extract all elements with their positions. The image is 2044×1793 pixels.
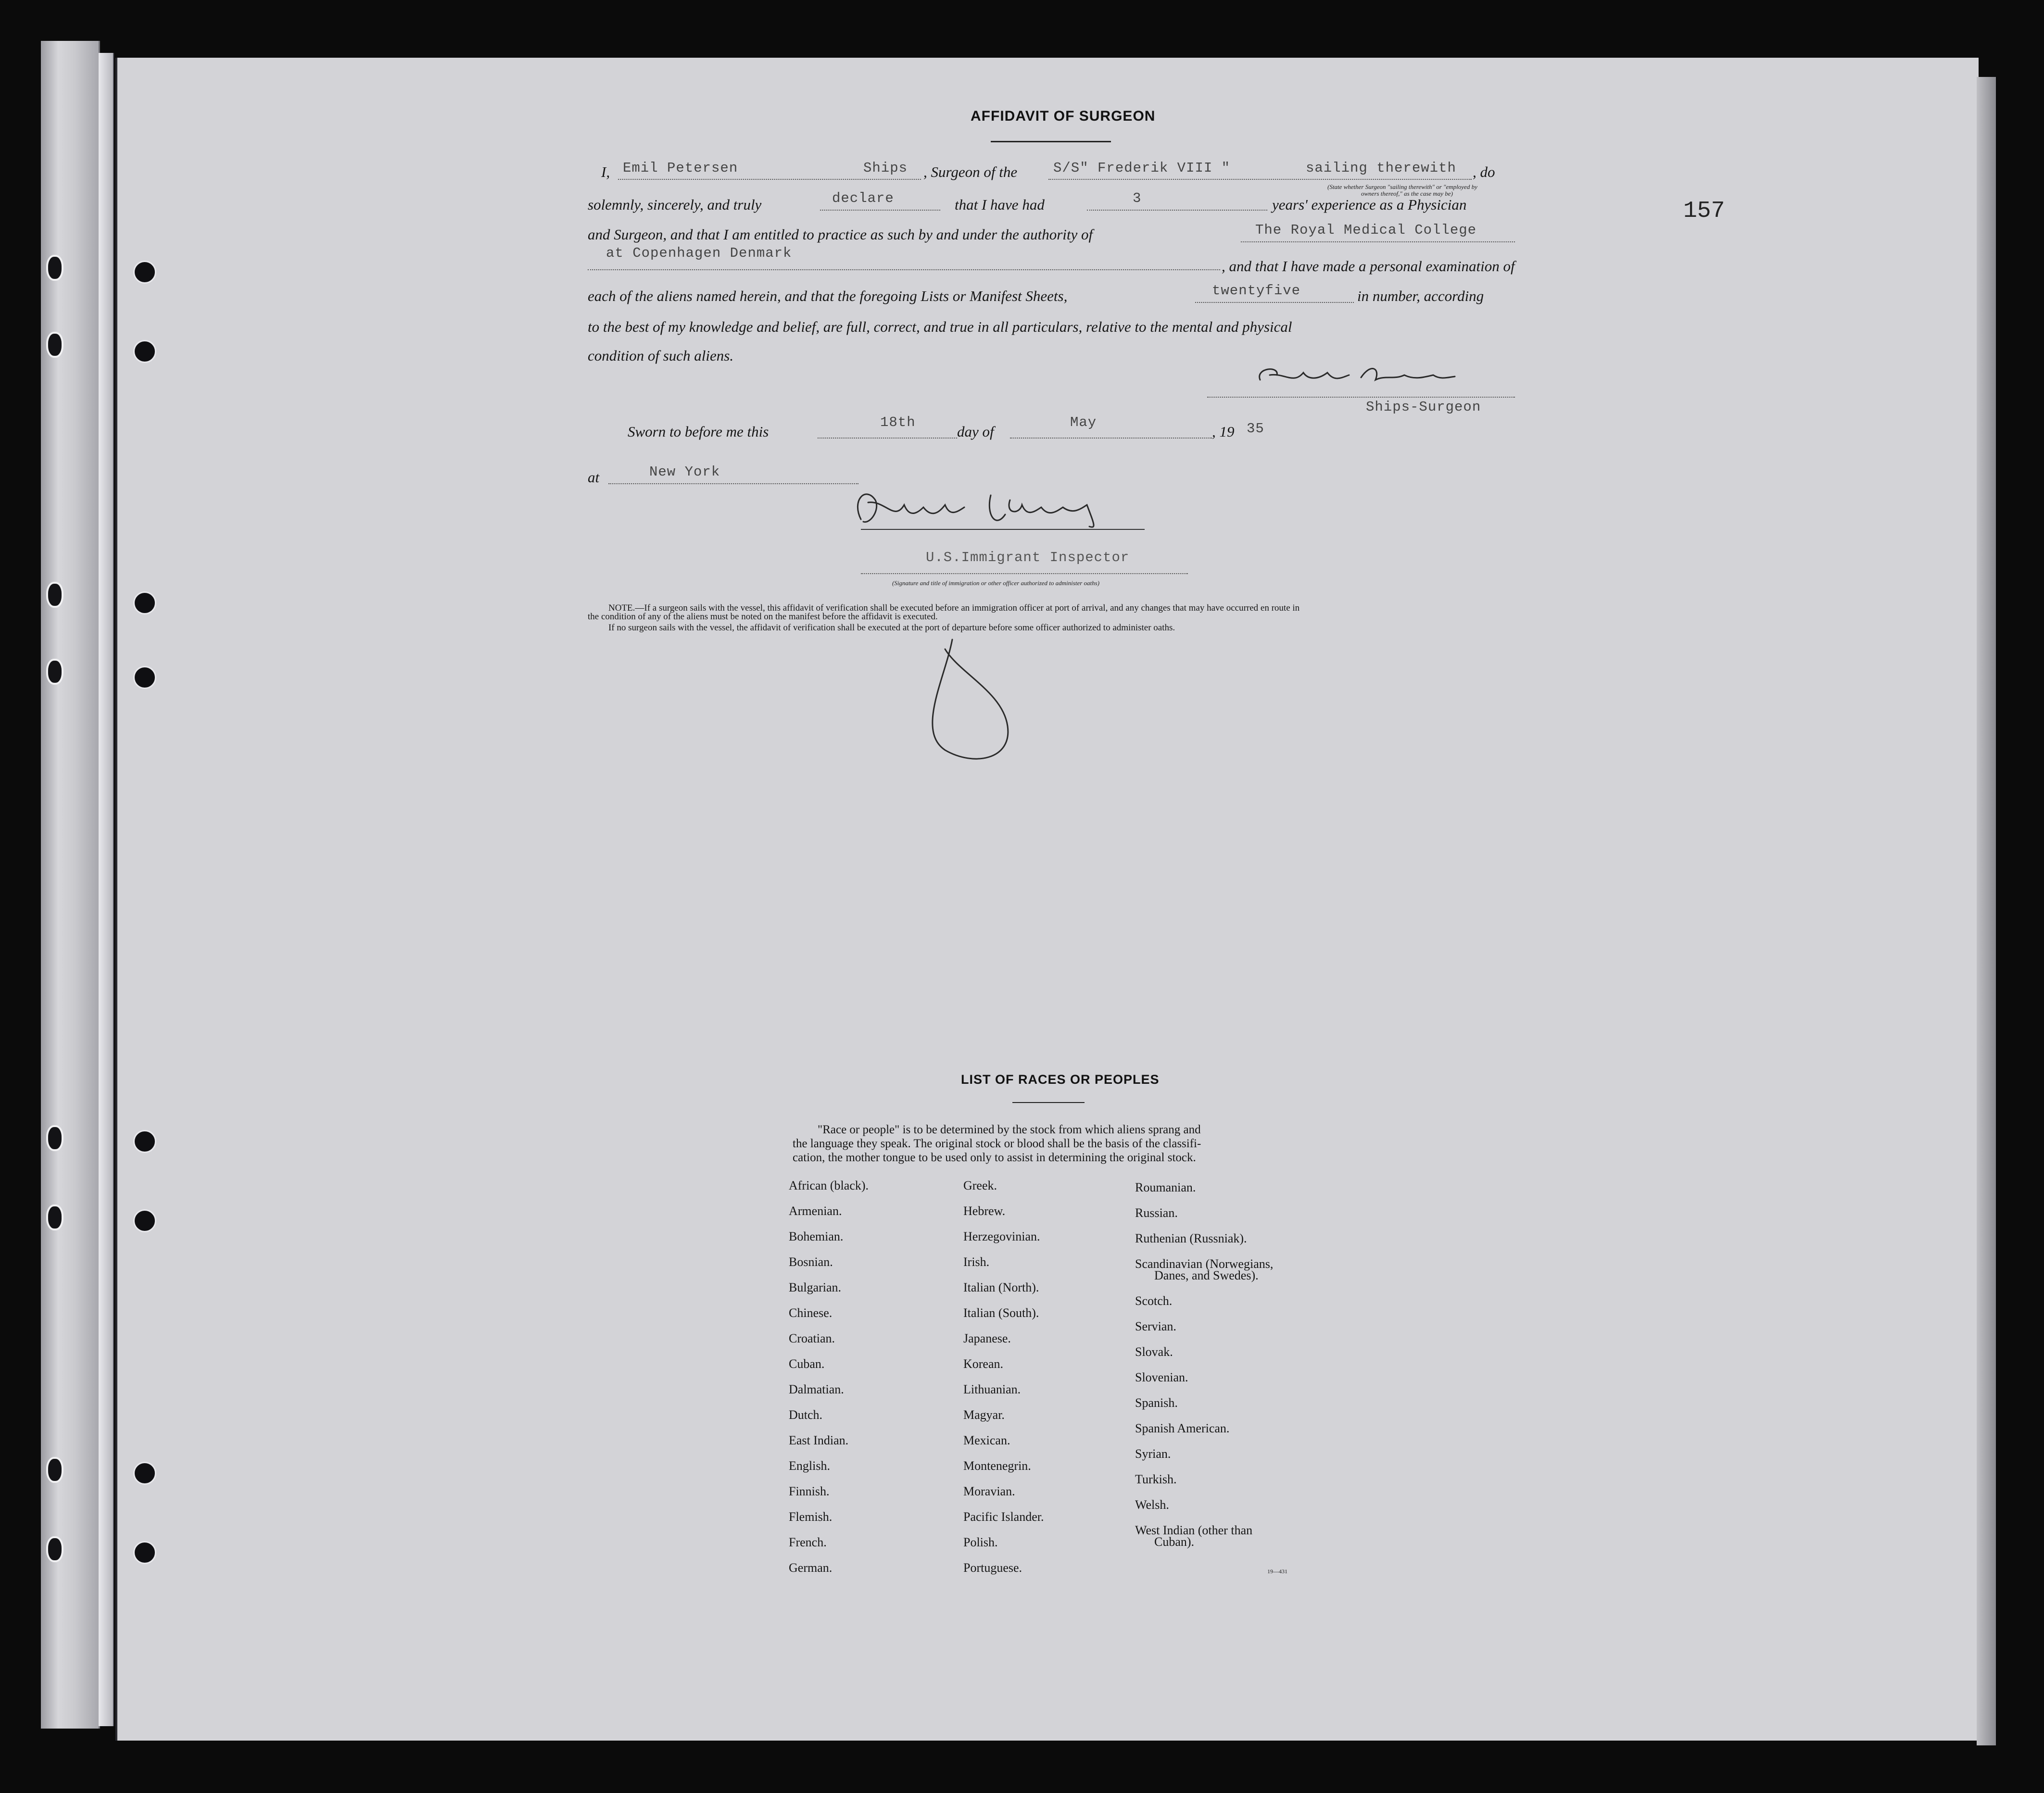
- race-item: Roumanian.: [1135, 1180, 1196, 1194]
- race-item: Spanish American.: [1135, 1421, 1230, 1435]
- day-of-label: day of: [957, 423, 994, 440]
- at-label: at: [588, 469, 600, 486]
- race-item: East Indian.: [789, 1433, 849, 1447]
- race-item: Montenegrin.: [963, 1459, 1031, 1473]
- races-intro-2: the language they speak. The original stock or blood shall be the basis of the classifi-: [793, 1137, 1201, 1150]
- punch-hole: [133, 261, 156, 284]
- race-item: Cuban.: [789, 1357, 825, 1371]
- document-page: [115, 58, 1979, 1741]
- in-number-label: in number, according: [1357, 288, 1484, 304]
- race-item: Syrian.: [1135, 1447, 1171, 1461]
- punch-hole: [133, 1541, 156, 1564]
- punch-hole: [133, 666, 156, 689]
- solemnly-label: solemnly, sincerely, and truly: [588, 196, 762, 213]
- race-item: Servian.: [1135, 1319, 1176, 1333]
- binder-hole: [46, 332, 63, 358]
- race-item: Lithuanian.: [963, 1382, 1021, 1396]
- race-item: Bulgarian.: [789, 1280, 842, 1294]
- binder-hole: [46, 1536, 63, 1562]
- knowledge-line: to the best of my knowledge and belief, are full, correct, and true in all particulars, relative to the mental and physical: [588, 318, 1292, 335]
- authority-label: and Surgeon, and that I am entitled to practice as such by and under the authority of: [588, 226, 1093, 243]
- that-i-have-had-label: that I have had: [955, 196, 1045, 213]
- race-item: Welsh.: [1135, 1498, 1169, 1512]
- punch-hole: [133, 591, 156, 614]
- race-item: Cuban).: [1154, 1535, 1195, 1549]
- race-item: Slovak.: [1135, 1345, 1173, 1359]
- authority-field: The Royal Medical College: [1255, 222, 1477, 238]
- race-item: West Indian (other than: [1135, 1523, 1253, 1537]
- vessel-field: S/S" Frederik VIII ": [1053, 160, 1231, 176]
- race-item: Polish.: [963, 1535, 998, 1549]
- race-item: Mexican.: [963, 1433, 1010, 1447]
- races-intro-1: "Race or people" is to be determined by the stock from which aliens sprang and: [818, 1123, 1201, 1136]
- race-item: Herzegovinian.: [963, 1229, 1040, 1243]
- year-field: 35: [1247, 421, 1264, 437]
- note-line-1: NOTE.—If a surgeon sails with the vessel, this affidavit of verification shall be executed before an immigration officer at port of arrival, and any changes that may have occurred en route in: [608, 603, 1300, 613]
- page-right-edge: [1977, 77, 1996, 1745]
- place-field: New York: [649, 464, 720, 480]
- race-item: Portuguese.: [963, 1561, 1022, 1575]
- race-item: Japanese.: [963, 1331, 1011, 1345]
- race-item: Greek.: [963, 1179, 997, 1192]
- race-item: French.: [789, 1535, 827, 1549]
- year-prefix: , 19: [1212, 423, 1235, 440]
- race-item: Irish.: [963, 1255, 990, 1269]
- punch-hole: [133, 1130, 156, 1153]
- officer-caption: (Signature and title of immigration or other officer authorized to administer oaths): [892, 579, 1100, 587]
- day-field: 18th: [880, 414, 916, 430]
- race-item: Armenian.: [789, 1204, 842, 1218]
- race-item: Bosnian.: [789, 1255, 833, 1269]
- surgeon-of-the-label: , Surgeon of the: [923, 163, 1018, 180]
- title-rule: [991, 141, 1111, 142]
- race-item: Danes, and Swedes).: [1154, 1268, 1259, 1282]
- page-number: 157: [1683, 198, 1725, 224]
- sailing-field: sailing therewith: [1306, 160, 1456, 176]
- state-note-2: owners thereof," as the case may be): [1361, 190, 1453, 197]
- race-item: Magyar.: [963, 1408, 1005, 1422]
- punch-hole: [133, 340, 156, 363]
- binder-hole: [46, 582, 63, 608]
- sheets-line: [1195, 302, 1354, 303]
- race-item: Dutch.: [789, 1408, 823, 1422]
- binder-hole: [46, 255, 63, 281]
- race-item: Korean.: [963, 1357, 1004, 1371]
- foregoing-lists-label: each of the aliens named herein, and that the foregoing Lists or Manifest Sheets,: [588, 288, 1068, 304]
- race-item: Finnish.: [789, 1484, 830, 1498]
- note-line-2: the condition of any of the aliens must be noted on the manifest before the affidavit is executed.: [588, 612, 938, 622]
- race-item: African (black).: [789, 1179, 869, 1192]
- race-item: Bohemian.: [789, 1229, 844, 1243]
- ink-loop-mark: [916, 635, 1051, 769]
- binder-edge: [99, 53, 114, 1726]
- sworn-label: Sworn to before me this: [628, 423, 769, 440]
- binder-hole: [46, 1457, 63, 1483]
- declare-field: declare: [832, 190, 894, 206]
- punch-hole: [133, 1209, 156, 1232]
- race-item: Italian (North).: [963, 1280, 1039, 1294]
- race-item: Turkish.: [1135, 1472, 1177, 1486]
- race-item: Croatian.: [789, 1331, 835, 1345]
- surgeon-signature: [1250, 358, 1462, 394]
- surgeon-signature-line: [1207, 397, 1515, 398]
- surgeon-name-field: Emil Petersen: [623, 160, 738, 176]
- races-rule: [1012, 1102, 1085, 1103]
- month-line: [1010, 438, 1212, 439]
- ships-surgeon-title: Ships-Surgeon: [1366, 399, 1481, 415]
- rank-field: Ships: [863, 160, 908, 176]
- note-line-3: If no surgeon sails with the vessel, the affidavit of verification shall be executed at the port of departure before some officer authorized to administer oaths.: [608, 623, 1175, 633]
- authority-line: [1241, 241, 1515, 242]
- race-item: Italian (South).: [963, 1306, 1039, 1320]
- declare-line: [820, 210, 940, 211]
- race-item: English.: [789, 1459, 830, 1473]
- races-title: LIST OF RACES OR PEOPLES: [961, 1072, 1160, 1087]
- race-item: Slovenian.: [1135, 1370, 1188, 1384]
- years-line: [1087, 210, 1267, 211]
- binder-hole: [46, 1125, 63, 1151]
- month-field: May: [1070, 414, 1097, 430]
- years-field: 3: [1133, 190, 1142, 206]
- race-item: Spanish.: [1135, 1396, 1178, 1410]
- officer-title: U.S.Immigrant Inspector: [926, 550, 1130, 565]
- race-item: German.: [789, 1561, 833, 1575]
- sheets-field: twentyfive: [1212, 283, 1301, 299]
- race-item: Moravian.: [963, 1484, 1015, 1498]
- race-item: Dalmatian.: [789, 1382, 844, 1396]
- form-code: 19—431: [1267, 1568, 1287, 1575]
- do-label: , do: [1473, 163, 1495, 180]
- condition-line: condition of such aliens.: [588, 347, 734, 364]
- place-line: [608, 483, 858, 484]
- officer-signature: [846, 481, 1145, 534]
- location-field: at Copenhagen Denmark: [606, 245, 792, 261]
- race-item: Pacific Islander.: [963, 1510, 1044, 1524]
- race-item: Flemish.: [789, 1510, 833, 1524]
- punch-hole: [133, 1462, 156, 1485]
- race-item: Russian.: [1135, 1206, 1178, 1220]
- binder-hole: [46, 659, 63, 685]
- races-intro-3: cation, the mother tongue to be used only to assist in determining the original stock.: [793, 1151, 1196, 1164]
- vessel-line: [1048, 179, 1472, 180]
- affidavit-title: AFFIDAVIT OF SURGEON: [971, 108, 1156, 124]
- i-prefix: I,: [601, 163, 610, 180]
- personal-exam-label: , and that I have made a personal examination of: [1222, 258, 1515, 275]
- officer-signature-line: [861, 529, 1145, 530]
- race-item: Hebrew.: [963, 1204, 1006, 1218]
- race-item: Scandinavian (Norwegians,: [1135, 1257, 1274, 1271]
- location-line: [588, 269, 1220, 270]
- race-item: Chinese.: [789, 1306, 833, 1320]
- day-line: [818, 438, 957, 439]
- officer-title-line: [861, 573, 1188, 574]
- name-line: [618, 179, 921, 180]
- race-item: Scotch.: [1135, 1294, 1173, 1308]
- state-note-1: (State whether Surgeon "sailing therewith" or "employed by: [1327, 183, 1477, 190]
- years-experience-label: years' experience as a Physician: [1272, 196, 1467, 213]
- binder-hole: [46, 1204, 63, 1230]
- race-item: Ruthenian (Russniak).: [1135, 1231, 1247, 1245]
